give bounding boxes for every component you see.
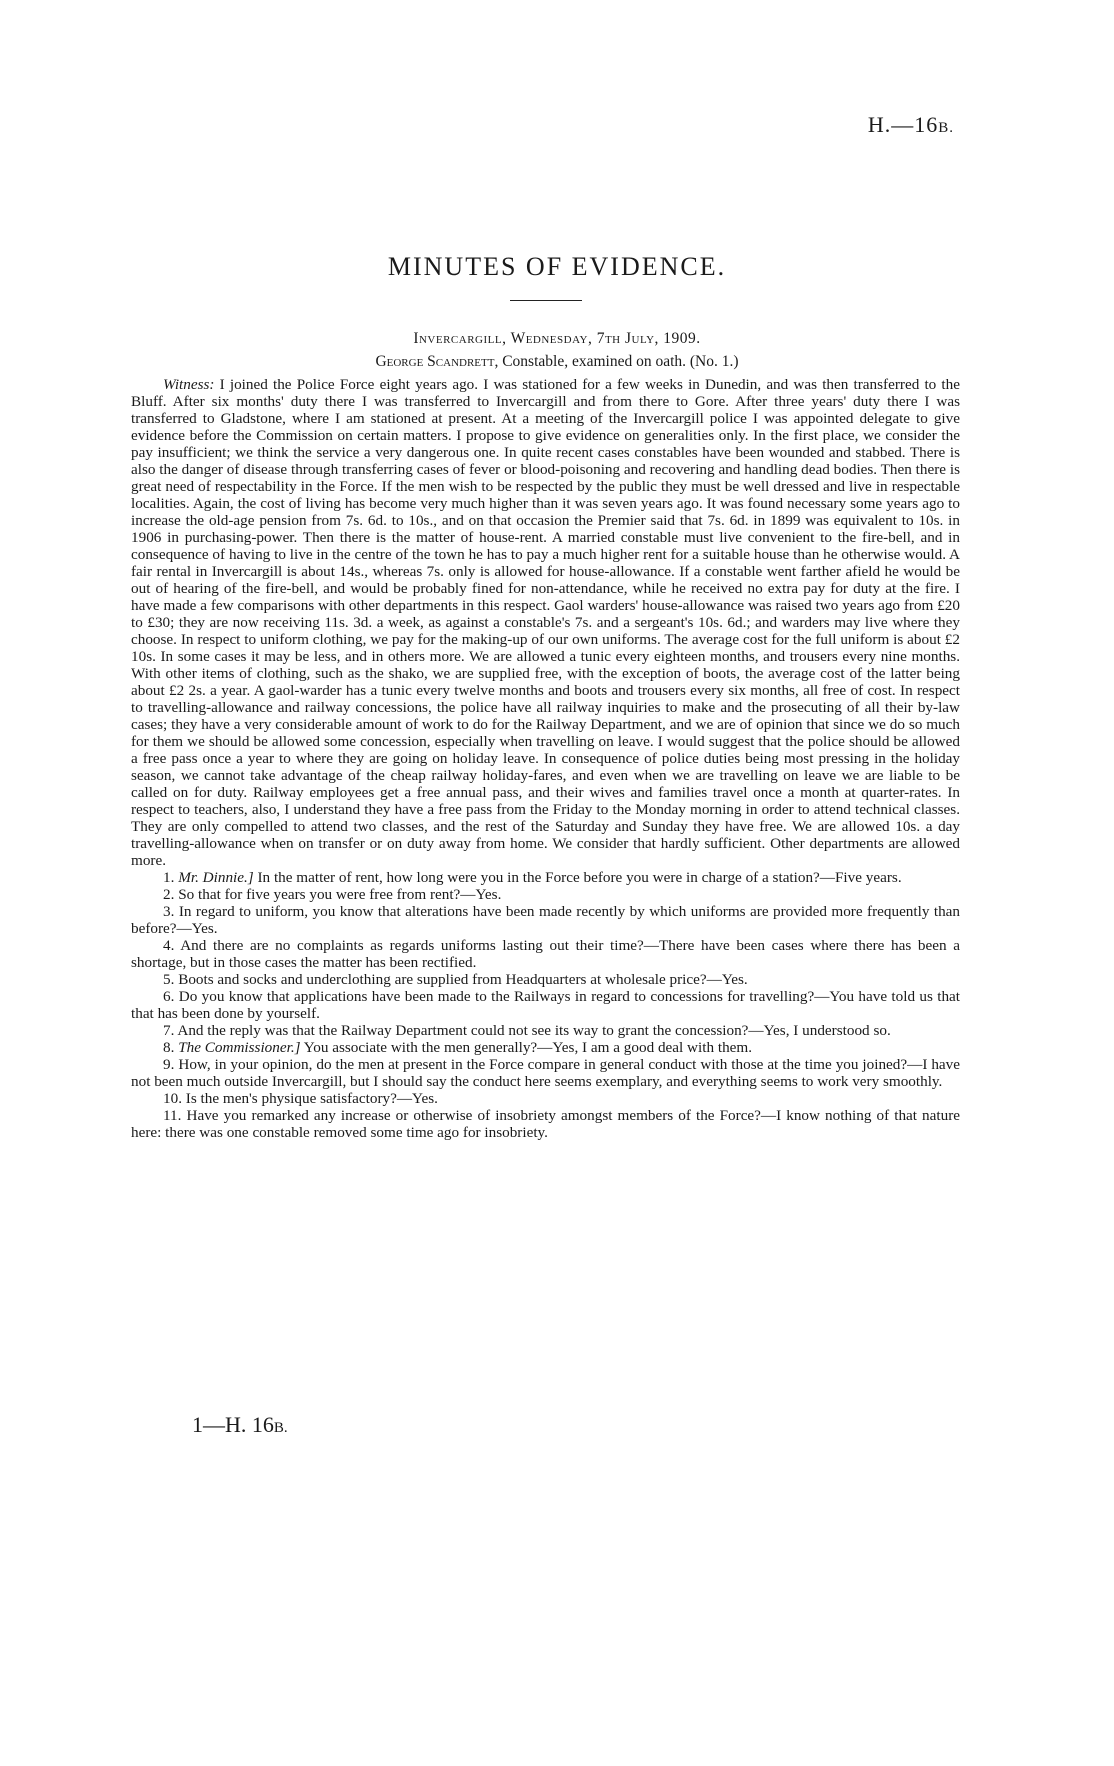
question-number: 1. — [163, 869, 175, 886]
page-reference — [868, 112, 954, 138]
question — [131, 1022, 960, 1039]
question-number: 8. — [163, 1039, 175, 1056]
question-text: Boots and socks and underclothing are supplied from Headquarters at wholesale price?—Yes. — [178, 971, 748, 988]
question — [131, 1056, 960, 1090]
question-number: 6. — [163, 988, 175, 1005]
question — [131, 971, 960, 988]
title-rule — [510, 300, 582, 301]
question-number: 4. — [163, 937, 175, 954]
question-text: In the matter of rent, how long were you in the Force before you were in charge of a station?—Five years. — [253, 869, 902, 886]
footer-reference-main: 1—H. 16 — [192, 1412, 274, 1437]
question-text: You associate with the men generally?—Yes, I am a good deal with them. — [300, 1039, 753, 1056]
question-text: Do you know that applications have been made to the Railways in regard to concessions for travelling?—You have told us that that has been done by yourself. — [131, 988, 961, 1022]
question-number: 3. — [163, 903, 175, 920]
question-number: 5. — [163, 971, 175, 988]
question-number: 10. — [163, 1090, 182, 1107]
question-speaker: Mr. Dinnie.] — [178, 869, 254, 886]
question-number: 2. — [163, 886, 175, 903]
document-title: MINUTES OF EVIDENCE. — [387, 252, 727, 281]
question — [131, 1107, 960, 1141]
question-number: 7. — [163, 1022, 175, 1039]
witness-name: George Scandrett — [375, 353, 495, 370]
page-reference-suffix: B. — [938, 120, 954, 136]
statement-label: Witness: — [163, 376, 215, 393]
evidence-body — [131, 376, 960, 1141]
page-reference-main: H.—16 — [867, 112, 939, 137]
question-text: Have you remarked any increase or otherwise of insobriety amongst members of the Force?—I know nothing of that nature here: there was one constable removed some time ago for insobriety. — [131, 1107, 961, 1141]
question-text: And the reply was that the Railway Department could not see its way to grant the concession?—Yes, I understood so. — [177, 1022, 891, 1039]
dateline: Invercargill, Wednesday, 7th July, 1909. — [413, 330, 701, 347]
witness-statement — [131, 376, 960, 869]
question-text: In regard to uniform, you know that alterations have been made recently by which uniforms are provided more frequently than before?—Yes. — [131, 903, 961, 937]
statement-text: I joined the Police Force eight years ago. I was stationed for a few weeks in Dunedin, and was then transferred to the Bluff. After six months' duty there I was transferred to Invercargill and from there to Gore. After three years' duty there I was transferred to Gladstone, where I am stationed at present. At a meeting of the Invercargill police I was appointed delegate to give evidence before the Commission on certain matters. I propose to give evidence on generalities only. In the first place, we consider the pay insufficient; we think the service a very dangerous one. In quite recent cases constables have been wounded and stabbed. There is also the danger of disease through transferring cases of fever or blood-poisoning and recovering and handling dead bodies. Then there is great need of respectability in the Force. If the men wish to be respected by the public they must be well dressed and live in respectable localities. Again, the cost of living has become very much higher than it was seven years ago. It was found necessary some years ago to increase the old-age pension from 7s. 6d. to 10s., and on that occasion the Premier said that 7s. 6d. in 1899 was equivalent to 10s. in 1906 in purchasing-power. Then there is the matter of house-rent. A married constable must live convenient to the fire-bell, and in consequence of having to live in the centre of the town he has to pay a much higher rent for a suitable house than he otherwise would. A fair rental in Invercargill is about 14s., whereas 7s. only is allowed for house-allowance. If a constable went farther afield he would be out of hearing of the fire-bell, and would be probably fined for non-attendance, while he received no extra pay for duty at the fire. I have made a few comparisons with other departments in this respect. Gaol warders' house-allowance was raised two years ago from £20 to £30; they are now receiving 11s. 3d. a week, as against a constable's 7s. and a sergeant's 10s. 6d.; and warders may live where they choose. In respect to uniform clothing, we pay for the making-up of our own uniforms. The average cost for the full uniform is about £2 10s. In some cases it may be less, and in others more. We are allowed a tunic every eighteen months, and trousers every nine months. With other items of clothing, such as the shako, we are supplied free, with the exception of boots, the average cost of the latter being about £2 2s. a year. A gaol-warder has a tunic every twelve months and boots and trousers every six months, all free of cost. In respect to travelling-allowance and railway concessions, the police have all railway inquiries to make and the prosecuting of all their by-law cases; they have a very considerable amount of work to do for the Railway Department, and we are of opinion that since we do so much for them we should be allowed some concession, especially when travelling on leave. I would suggest that the police should be allowed a free pass once a year to where they are going on holiday leave. In consequence of police duties being most pressing in the holiday season, we cannot take advantage of the cheap railway holiday-fares, and even when we are travelling on leave we are liable to be called on for duty. Railway employees get a free annual pass, and their wives and families travel once a month at quarter-rates. In respect to teachers, also, I understand they have a free pass from the Friday to the Monday morning in order to attend technical classes. They are only compelled to attend two classes, and the rest of the Saturday and Sunday they have free. We are allowed 10s. a day travelling-allowance when on transfer or on duty away from home. We consider that hardly sufficient. Other departments are allowed more. — [131, 376, 960, 869]
question-text: And there are no complaints as regards uniforms lasting out their time?—There have been cases where there has been a shortage, but in those cases the matter has been rectified. — [131, 937, 960, 971]
question-number: 9. — [163, 1056, 175, 1073]
witness-intro-rest: , Constable, examined on oath. (No. 1.) — [494, 353, 739, 370]
question — [131, 1039, 960, 1056]
question — [131, 903, 960, 937]
question-text: Is the men's physique satisfactory?—Yes. — [185, 1090, 438, 1107]
question-text: So that for five years you were free from rent?—Yes. — [178, 886, 502, 903]
question — [131, 869, 960, 886]
footer-reference — [192, 1412, 288, 1438]
footer-reference-suffix: B. — [273, 1420, 288, 1436]
question — [131, 937, 960, 971]
question — [131, 988, 960, 1022]
witness-intro — [0, 353, 1114, 371]
question-number: 11. — [163, 1107, 182, 1124]
question-text: How, in your opinion, do the men at present in the Force compare in general conduct with those at the time you joined?—I have not been much outside Invercargill, but I should say the conduct here seems exemplary, and everything seems to work very smoothly. — [131, 1056, 961, 1090]
question — [131, 886, 960, 903]
question — [131, 1090, 960, 1107]
question-speaker: The Commissioner.] — [178, 1039, 301, 1056]
